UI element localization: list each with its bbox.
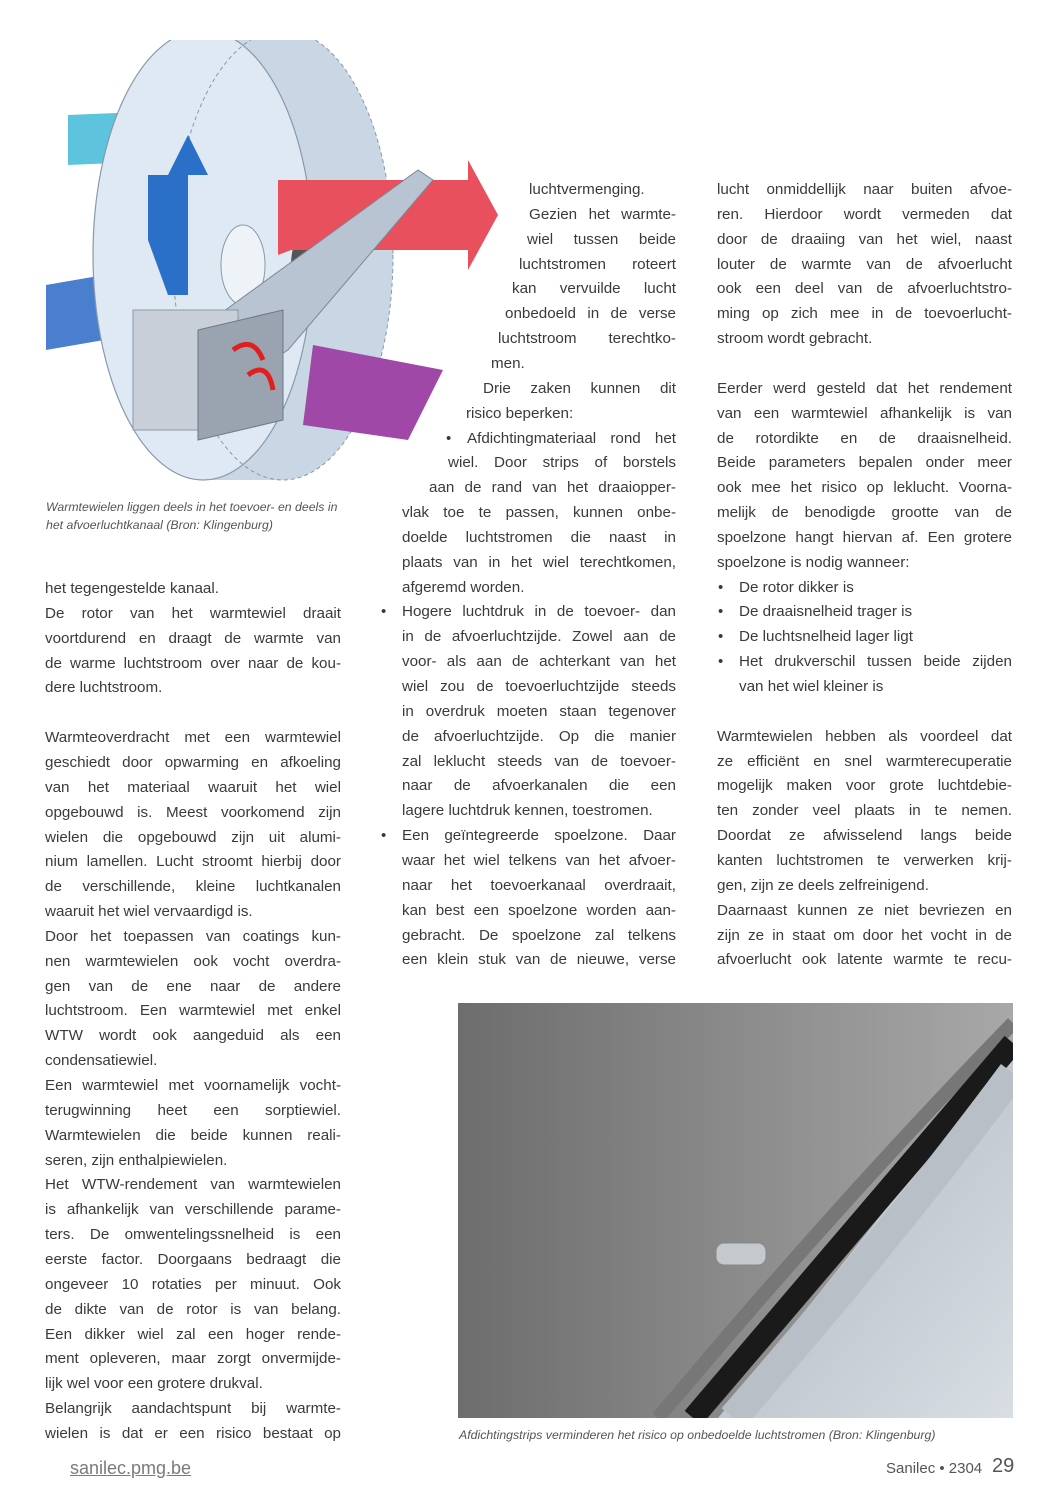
left-column-line: ment opleveren, maar zorgt onvermijde- — [45, 1350, 341, 1368]
left-column-line: nium lamellen. Lucht stroomt hierbij door — [45, 853, 341, 871]
right-column-line: ook een deel van de afvoerluchtstro- — [717, 280, 1012, 298]
middle-column-line: waar het wiel telkens van het afvoer- — [402, 851, 676, 869]
right-column-line: ming op zich mee in de toevoerlucht- — [717, 305, 1012, 323]
right-column-line: melijk de benodigde grootte van de — [717, 504, 1012, 522]
left-column-line: ongeveer 10 rotaties per minuut. Ook — [45, 1275, 341, 1293]
right-column-line: de rotordikte en de draaisnelheid. — [717, 429, 1012, 447]
right-column-line: ten zonder veel plaats in te nemen. — [717, 802, 1012, 820]
right-column-line: Doordat ze afwisselend langs beide — [717, 827, 1012, 845]
right-column-line: ren. Hierdoor wordt vermeden dat — [717, 205, 1012, 223]
bullet-icon: • — [381, 827, 387, 845]
middle-column-line: luchtstromen roteert — [519, 255, 676, 273]
middle-column-line: naar het toevoerkanaal overdraait, — [402, 876, 676, 894]
middle-column-line: kan vervuilde lucht — [512, 280, 676, 298]
middle-column-line: wiel zou de toevoerluchtzijde steeds — [402, 678, 676, 695]
left-column-line: de verschillende, kleine luchtkanalen — [45, 878, 341, 896]
middle-column-line: Een geïntegreerde spoelzone. Daar — [402, 827, 676, 845]
right-column-line: Daarnaast kunnen ze niet bevriezen en — [717, 901, 1012, 919]
right-column-line: spoelzone hangt hiervan af. Een grotere — [717, 528, 1012, 546]
middle-column-line: vlak toe te passen, kunnen onbe- — [402, 504, 676, 522]
left-column-line: Een warmtewiel met voornamelijk vocht- — [45, 1077, 341, 1094]
bullet-icon: • — [718, 628, 724, 646]
middle-column-line: doelde luchtstromen die naast in — [402, 528, 676, 546]
middle-column-line: in overdruk moeten staan tegenover — [402, 702, 676, 720]
right-column-line: zijn ze in staat om door het vocht in de — [717, 926, 1012, 944]
left-column-line: van het materiaal waaruit het wiel — [45, 778, 341, 796]
middle-column-line: Gezien het warmte- — [529, 205, 676, 223]
left-column-line: eerste factor. Doorgaans bedraagt die — [45, 1250, 341, 1268]
middle-column-line: plaats van in het wiel terechtkomen, — [402, 553, 676, 571]
right-column-line: Warmtewielen hebben als voordeel dat — [717, 727, 1012, 745]
bullet-icon: • — [718, 578, 724, 596]
middle-column-line: Drie zaken kunnen dit — [483, 379, 676, 397]
right-column-line: mogelijk maken voor grote luchtdebie- — [717, 777, 1012, 795]
middle-column-line: Afdichtingmateriaal rond het — [467, 429, 676, 447]
left-column-line: gen van de ene naar de andere — [45, 977, 341, 995]
left-column-line: seren, zijn enthalpiewielen. — [45, 1151, 228, 1169]
bullet-icon: • — [381, 603, 387, 621]
page-number: 29 — [992, 1455, 1015, 1477]
left-column-line: terugwinning heet een sorptiewiel. — [45, 1101, 341, 1119]
middle-column-line: voor- als aan de achterkant van het — [402, 653, 676, 671]
left-column-line: is afhankelijk van verschillende parame- — [45, 1201, 341, 1219]
middle-column-line: aan de rand van het draaiopper- — [429, 479, 676, 497]
right-column-line: stroom wordt gebracht. — [717, 330, 873, 348]
right-column-line: Eerder werd gesteld dat het rendement — [717, 379, 1012, 397]
middle-column-line: afgeremd worden. — [402, 578, 525, 596]
right-column-line: lucht onmiddellijk naar buiten afvoe- — [717, 181, 1012, 198]
right-column-line: ook mee het risico op leklucht. Voorna- — [717, 479, 1012, 497]
left-column-line: WTW wordt ook aangeduid als een — [45, 1027, 341, 1045]
wheel-caption-line: Warmtewielen liggen deels in het toevoer- en deels in — [46, 500, 338, 514]
right-column-line: kanten luchtstromen te verwerken krij- — [717, 851, 1012, 869]
magazine-issue: Sanilec • 2304 — [886, 1460, 983, 1477]
left-column-line: de warme luchtstroom over naar de kou- — [45, 654, 341, 672]
left-column-line: de dikte van de rotor is van belang. — [45, 1300, 341, 1318]
left-column-line: wielen is dat er een risico bestaat op — [45, 1424, 341, 1442]
left-column-line: ters. De omwentelingssnelheid is een — [45, 1226, 341, 1244]
left-column-line: wielen die opgebouwd zijn uit alumi- — [45, 828, 341, 846]
left-column-line: Warmtewielen die beide kunnen reali- — [45, 1126, 341, 1144]
right-column-line: De rotor dikker is — [739, 578, 854, 596]
left-column-line: luchtstroom. Een warmtewiel met enkel — [45, 1002, 341, 1020]
right-column-line: Beide parameters bepalen onder meer — [717, 454, 1012, 472]
right-column-line: gen, zijn ze deels zelfreinigend. — [717, 876, 929, 894]
middle-column-line: de afvoerluchtzijde. Op die manier — [402, 727, 676, 745]
right-column-line: Het drukverschil tussen beide zijden — [739, 653, 1012, 671]
left-column-line: De rotor van het warmtewiel draait — [45, 604, 341, 622]
left-column-line: waaruit het wiel vervaardigd is. — [45, 903, 253, 921]
left-column-line: opgebouwd is. Meest voorkomend zijn — [45, 803, 341, 821]
website-link[interactable]: sanilec.pmg.be — [70, 1458, 192, 1478]
left-column-line: geschiedt door opwarming en afkoeling — [45, 753, 341, 771]
bullet-icon: • — [446, 429, 452, 447]
right-column-line: spoelzone is nodig wanneer: — [717, 553, 910, 571]
right-column-line: De luchtsnelheid lager ligt — [739, 628, 913, 646]
right-column-line: van het wiel kleiner is — [739, 678, 884, 695]
exhaust-air-in-arrow — [303, 345, 443, 440]
left-column-line: Warmteoverdracht met een warmtewiel — [45, 729, 341, 747]
right-column-line: louter de warmte van de afvoerlucht — [717, 255, 1012, 273]
left-column-line: het tegengestelde kanaal. — [45, 580, 219, 597]
right-column-line: ze efficiënt en snel warmterecuperatie — [717, 752, 1012, 770]
photo-caption: Afdichtingstrips verminderen het risico op onbedoelde luchtstromen (Bron: Klingenburg) — [459, 1428, 936, 1442]
right-column-line: door de draaiing van het wiel, naast — [717, 230, 1012, 248]
middle-column-line: risico beperken: — [466, 404, 574, 422]
left-column-line: Het WTW-rendement van warmtewielen — [45, 1176, 341, 1194]
middle-column-line: gebracht. De spoelzone zal telkens — [402, 926, 676, 944]
middle-column-line: luchtstroom terechtko- — [498, 330, 676, 348]
middle-column-line: luchtvermenging. — [529, 181, 645, 198]
middle-column-line: men. — [491, 354, 525, 372]
middle-column-line: in de afvoerluchtzijde. Zowel aan de — [402, 628, 676, 646]
left-column-line: lijk wel voor een grotere drukval. — [45, 1375, 263, 1393]
right-column-line: afvoerlucht ook latente warmte te recu- — [717, 951, 1012, 969]
right-column-line: De draaisnelheid trager is — [739, 603, 913, 621]
middle-column-line: wiel tussen beide — [527, 230, 676, 248]
sealing-strip-photo — [458, 1003, 1013, 1418]
left-column-line: Belangrijk aandachtspunt bij warmte- — [45, 1400, 341, 1418]
left-column-line: condensatiewiel. — [45, 1052, 158, 1070]
middle-column-line: kan best een spoelzone worden aan- — [402, 901, 676, 919]
bullet-icon: • — [718, 653, 724, 671]
middle-column-line: wiel. Door strips of borstels — [448, 454, 676, 472]
middle-column-line: Hogere luchtdruk in de toevoer- dan — [402, 603, 676, 621]
wheel-caption-line: het afvoerluchtkanaal (Bron: Klingenburg) — [46, 518, 273, 532]
middle-column-line: naar de afvoerkanalen die een — [402, 777, 676, 795]
left-column-line: Door het toepassen van coatings kun- — [45, 927, 341, 945]
middle-column-line: onbedoeld in de verse — [505, 305, 676, 323]
bullet-icon: • — [718, 603, 724, 621]
middle-column-line: lagere luchtdruk kennen, toestromen. — [402, 802, 653, 820]
left-column-line: nen warmtewielen ook vocht overdra- — [45, 952, 341, 970]
middle-column-line: zal leklucht steeds van de toevoer- — [402, 752, 676, 770]
left-column-line: dere luchtstroom. — [45, 679, 163, 697]
heat-wheel-illustration — [38, 40, 503, 490]
left-column-line: voortdurend en draagt de warmte van — [45, 629, 341, 647]
middle-column-line: een klein stuk van de nieuwe, verse — [402, 951, 676, 969]
right-column-line: van een warmtewiel afhankelijk is van — [717, 404, 1012, 422]
left-column-line: Een dikker wiel zal een hoger rende- — [45, 1325, 341, 1343]
